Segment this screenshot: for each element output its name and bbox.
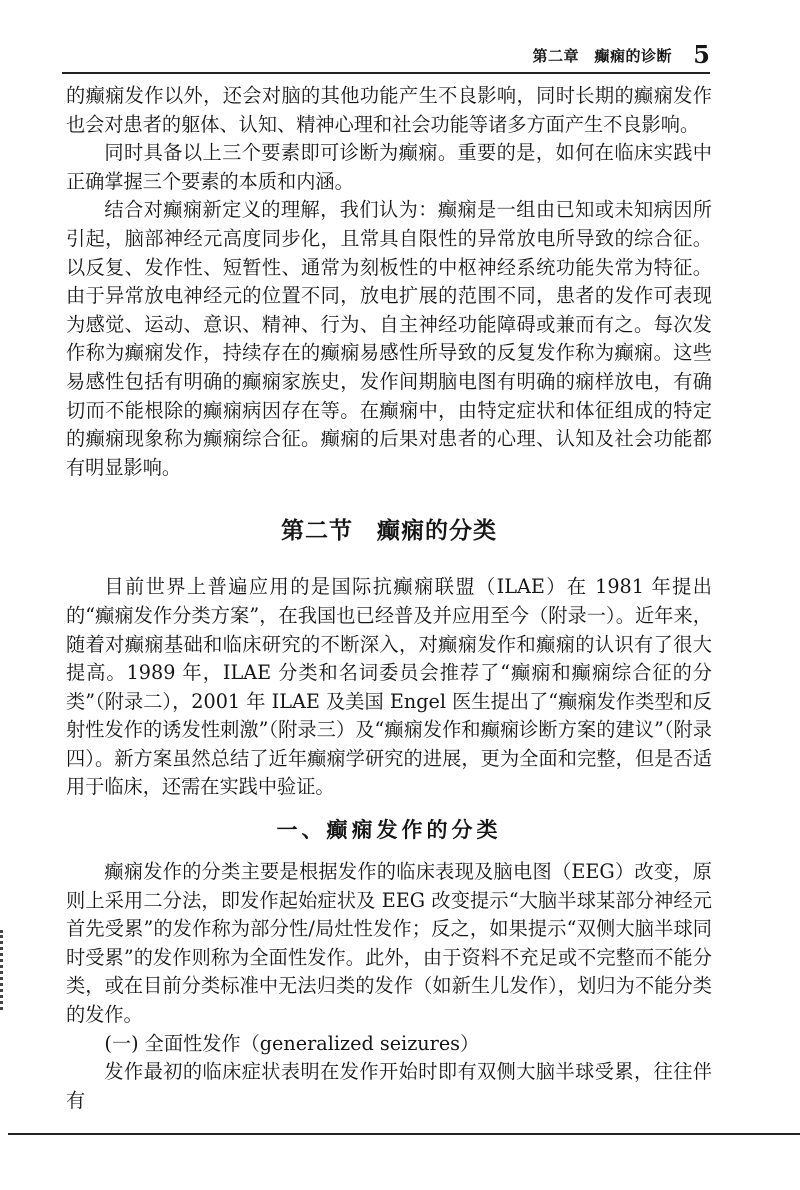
scan-edge-marks (0, 930, 7, 1010)
paragraph-continued: 的癫痫发作以外，还会对脑的其他功能产生不良影响，同时长期的癫痫发作也会对患者的躯体、认知、精神心理和社会功能等诸多方面产生不良影响。 (66, 84, 712, 136)
running-head: 第二章 癫痫的诊断 (532, 47, 672, 65)
footer-rule (8, 1133, 800, 1135)
page-body (66, 82, 712, 1115)
subsection-title: 一、癫痫发作的分类 (276, 817, 502, 843)
paragraph: 目前世界上普遍应用的是国际抗癫痫联盟（ILAE）在 1981 年提出的“癫痫发作分类方案”，在我国也已经普及并应用至今（附录一）。近年来，随着对癫痫基础和临床研究的不断深入，对癫痫发作和癫痫的认识有了很大提高。1989 年，ILAE 分类和名词委员会推荐了“癫痫和癫痫综合征的分类”（附录二），2001 年 ILAE 及美国 Engel 医生提出了“癫痫发作类型和反射性发作的诱发性刺激”（附录三）及“癫痫发作和癫痫诊断方案的建议”（附录四）。新方案虽然总结了近年癫痫学研究的进展，更为全面和完整，但是否适用于临床，还需在实践中验证。 (66, 575, 712, 799)
item-heading: (一) 全面性发作（generalized seizures） (104, 1031, 480, 1055)
paragraph: 发作最初的临床症状表明在发作开始时即有双侧大脑半球受累，往往伴有 (66, 1060, 712, 1112)
section-title: 第二节 癫痫的分类 (281, 518, 497, 545)
page-header (62, 36, 710, 74)
paragraph: 结合对癫痫新定义的理解，我们认为：癫痫是一组由已知或未知病因所引起，脑部神经元高度同步化，且常具自限性的异常放电所导致的综合征。以反复、发作性、短暂性、通常为刻板性的中枢神经系统功能失常为特征。由于异常放电神经元的位置不同，放电扩展的范围不同，患者的发作可表现为感觉、运动、意识、精神、行为、自主神经功能障碍或兼而有之。每次发作称为癫痫发作，持续存在的癫痫易感性所导致的反复发作称为癫痫。这些易感性包括有明确的癫痫家族史，发作间期脑电图有明确的痫样放电，有确切而不能根除的癫痫病因存在等。在癫痫中，由特定症状和体征组成的特定的癫痫现象称为癫痫综合征。癫痫的后果对患者的心理、认知及社会功能都有明显影响。 (66, 198, 712, 479)
paragraph: 同时具备以上三个要素即可诊断为癫痫。重要的是，如何在临床实践中正确掌握三个要素的本质和内涵。 (66, 141, 712, 193)
page-number: 5 (693, 40, 710, 69)
paragraph: 癫痫发作的分类主要是根据发作的临床表现及脑电图（EEG）改变，原则上采用二分法，即发作起始症状及 EEG 改变提示“大脑半球某部分神经元首先受累”的发作称为部分性/局灶性发作；反之，如果提示“双侧大脑半球同时受累”的发作则称为全面性发作。此外，由于资料不充足或不完整而不能分类，或在目前分类标准中无法归类的发作（如新生儿发作），划归为不能分类的发作。 (66, 860, 712, 1027)
